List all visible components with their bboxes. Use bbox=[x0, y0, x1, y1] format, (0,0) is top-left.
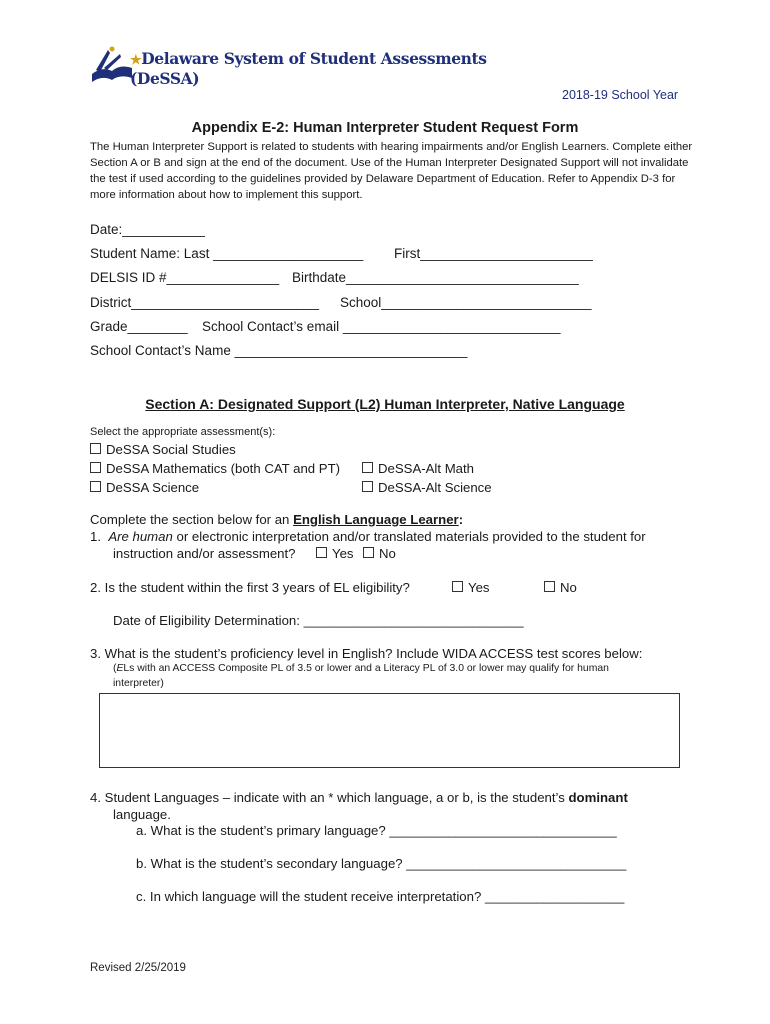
eligibility-date-field[interactable]: Date of Eligibility Determination: ______________________________ bbox=[113, 613, 524, 628]
q2-no-option[interactable]: No bbox=[544, 580, 577, 595]
question-3-note: (ELs with an ACCESS Composite PL of 3.5 or lower and a Literacy PL of 3.0 or lower may qualify for human bbox=[113, 663, 609, 674]
question-4-line2: language. bbox=[113, 807, 171, 822]
checkbox-icon[interactable] bbox=[316, 547, 327, 558]
contact-name-field[interactable]: School Contact’s Name _______________________________ bbox=[90, 343, 468, 358]
logo-line1: Delaware System of Student Assessments bbox=[141, 49, 487, 68]
intro-paragraph: The Human Interpreter Support is related to students with hearing impairments and/or English Learners. Complete either Section A or B and sign at the end of the document. Use of the Human Interpreter Designated Support will not invalidate the test if used according to the guidelines provided by Delaware Department of Education. Refer to Appendix D-3 for more information about how to implement this support. bbox=[90, 141, 693, 201]
logo-line2: (DeSSA) bbox=[130, 69, 200, 88]
student-first-name-field[interactable]: First_______________________ bbox=[394, 246, 593, 261]
contact-email-field[interactable]: School Contact’s email _____________________________ bbox=[202, 319, 561, 334]
star-icon: ★ bbox=[130, 53, 142, 68]
delsis-id-field[interactable]: DELSIS ID #_______________ bbox=[90, 270, 280, 285]
question-4b-field[interactable]: b. What is the student’s secondary language? ______________________________ bbox=[136, 856, 627, 871]
checkbox-icon[interactable] bbox=[363, 547, 374, 558]
revised-date: Revised 2/25/2019 bbox=[90, 962, 186, 974]
checkbox-icon[interactable] bbox=[544, 581, 555, 592]
student-last-name-field[interactable]: Student Name: Last ____________________ bbox=[90, 246, 364, 261]
checkbox-social-studies[interactable]: DeSSA Social Studies bbox=[90, 442, 236, 457]
proficiency-answer-box[interactable] bbox=[99, 693, 680, 768]
grade-field[interactable]: Grade________ bbox=[90, 319, 188, 334]
question-3: 3. What is the student’s proficiency level in English? Include WIDA ACCESS test scores below: bbox=[90, 646, 643, 661]
checkbox-mathematics[interactable]: DeSSA Mathematics (both CAT and PT) bbox=[90, 461, 340, 476]
question-1: 1. Are human or electronic interpretation and/or translated materials provided to the student for bbox=[90, 529, 646, 544]
question-4c-field[interactable]: c. In which language will the student receive interpretation? ___________________ bbox=[136, 889, 625, 904]
birthdate-field[interactable]: Birthdate_______________________________ bbox=[292, 270, 579, 285]
page-title: Appendix E-2: Human Interpreter Student Request Form bbox=[191, 120, 579, 136]
dessa-logo-icon bbox=[90, 44, 134, 82]
ell-instruction: Complete the section below for an English Language Learner: bbox=[90, 512, 464, 527]
checkbox-alt-science[interactable]: DeSSA-Alt Science bbox=[362, 480, 492, 495]
checkbox-alt-math[interactable]: DeSSA-Alt Math bbox=[362, 461, 474, 476]
select-assessment-label: Select the appropriate assessment(s): bbox=[90, 426, 276, 438]
question-4: 4. Student Languages – indicate with an * which language, a or b, is the student’s dominant bbox=[90, 790, 628, 805]
date-field[interactable]: Date:___________ bbox=[90, 222, 205, 237]
checkbox-icon[interactable] bbox=[362, 481, 373, 492]
checkbox-icon[interactable] bbox=[90, 462, 101, 473]
checkbox-icon[interactable] bbox=[362, 462, 373, 473]
question-3-note-line2: interpreter) bbox=[113, 678, 164, 689]
district-field[interactable]: District_________________________ bbox=[90, 295, 319, 310]
checkbox-icon[interactable] bbox=[90, 481, 101, 492]
dessa-logo-text bbox=[130, 50, 487, 88]
question-2: 2. Is the student within the first 3 years of EL eligibility? bbox=[90, 580, 410, 595]
q1-no-option[interactable]: No bbox=[363, 546, 396, 561]
q2-yes-option[interactable]: Yes bbox=[452, 580, 490, 595]
school-year: 2018-19 School Year bbox=[562, 88, 679, 102]
checkbox-icon[interactable] bbox=[452, 581, 463, 592]
question-1-line2: instruction and/or assessment? bbox=[113, 546, 296, 561]
question-4a-field[interactable]: a. What is the student’s primary language? _______________________________ bbox=[136, 823, 617, 838]
school-field[interactable]: School____________________________ bbox=[340, 295, 592, 310]
checkbox-science[interactable]: DeSSA Science bbox=[90, 480, 199, 495]
section-a-heading: Section A: Designated Support (L2) Human Interpreter, Native Language bbox=[145, 396, 625, 412]
checkbox-icon[interactable] bbox=[90, 443, 101, 454]
q1-yes-option[interactable]: Yes bbox=[316, 546, 354, 561]
